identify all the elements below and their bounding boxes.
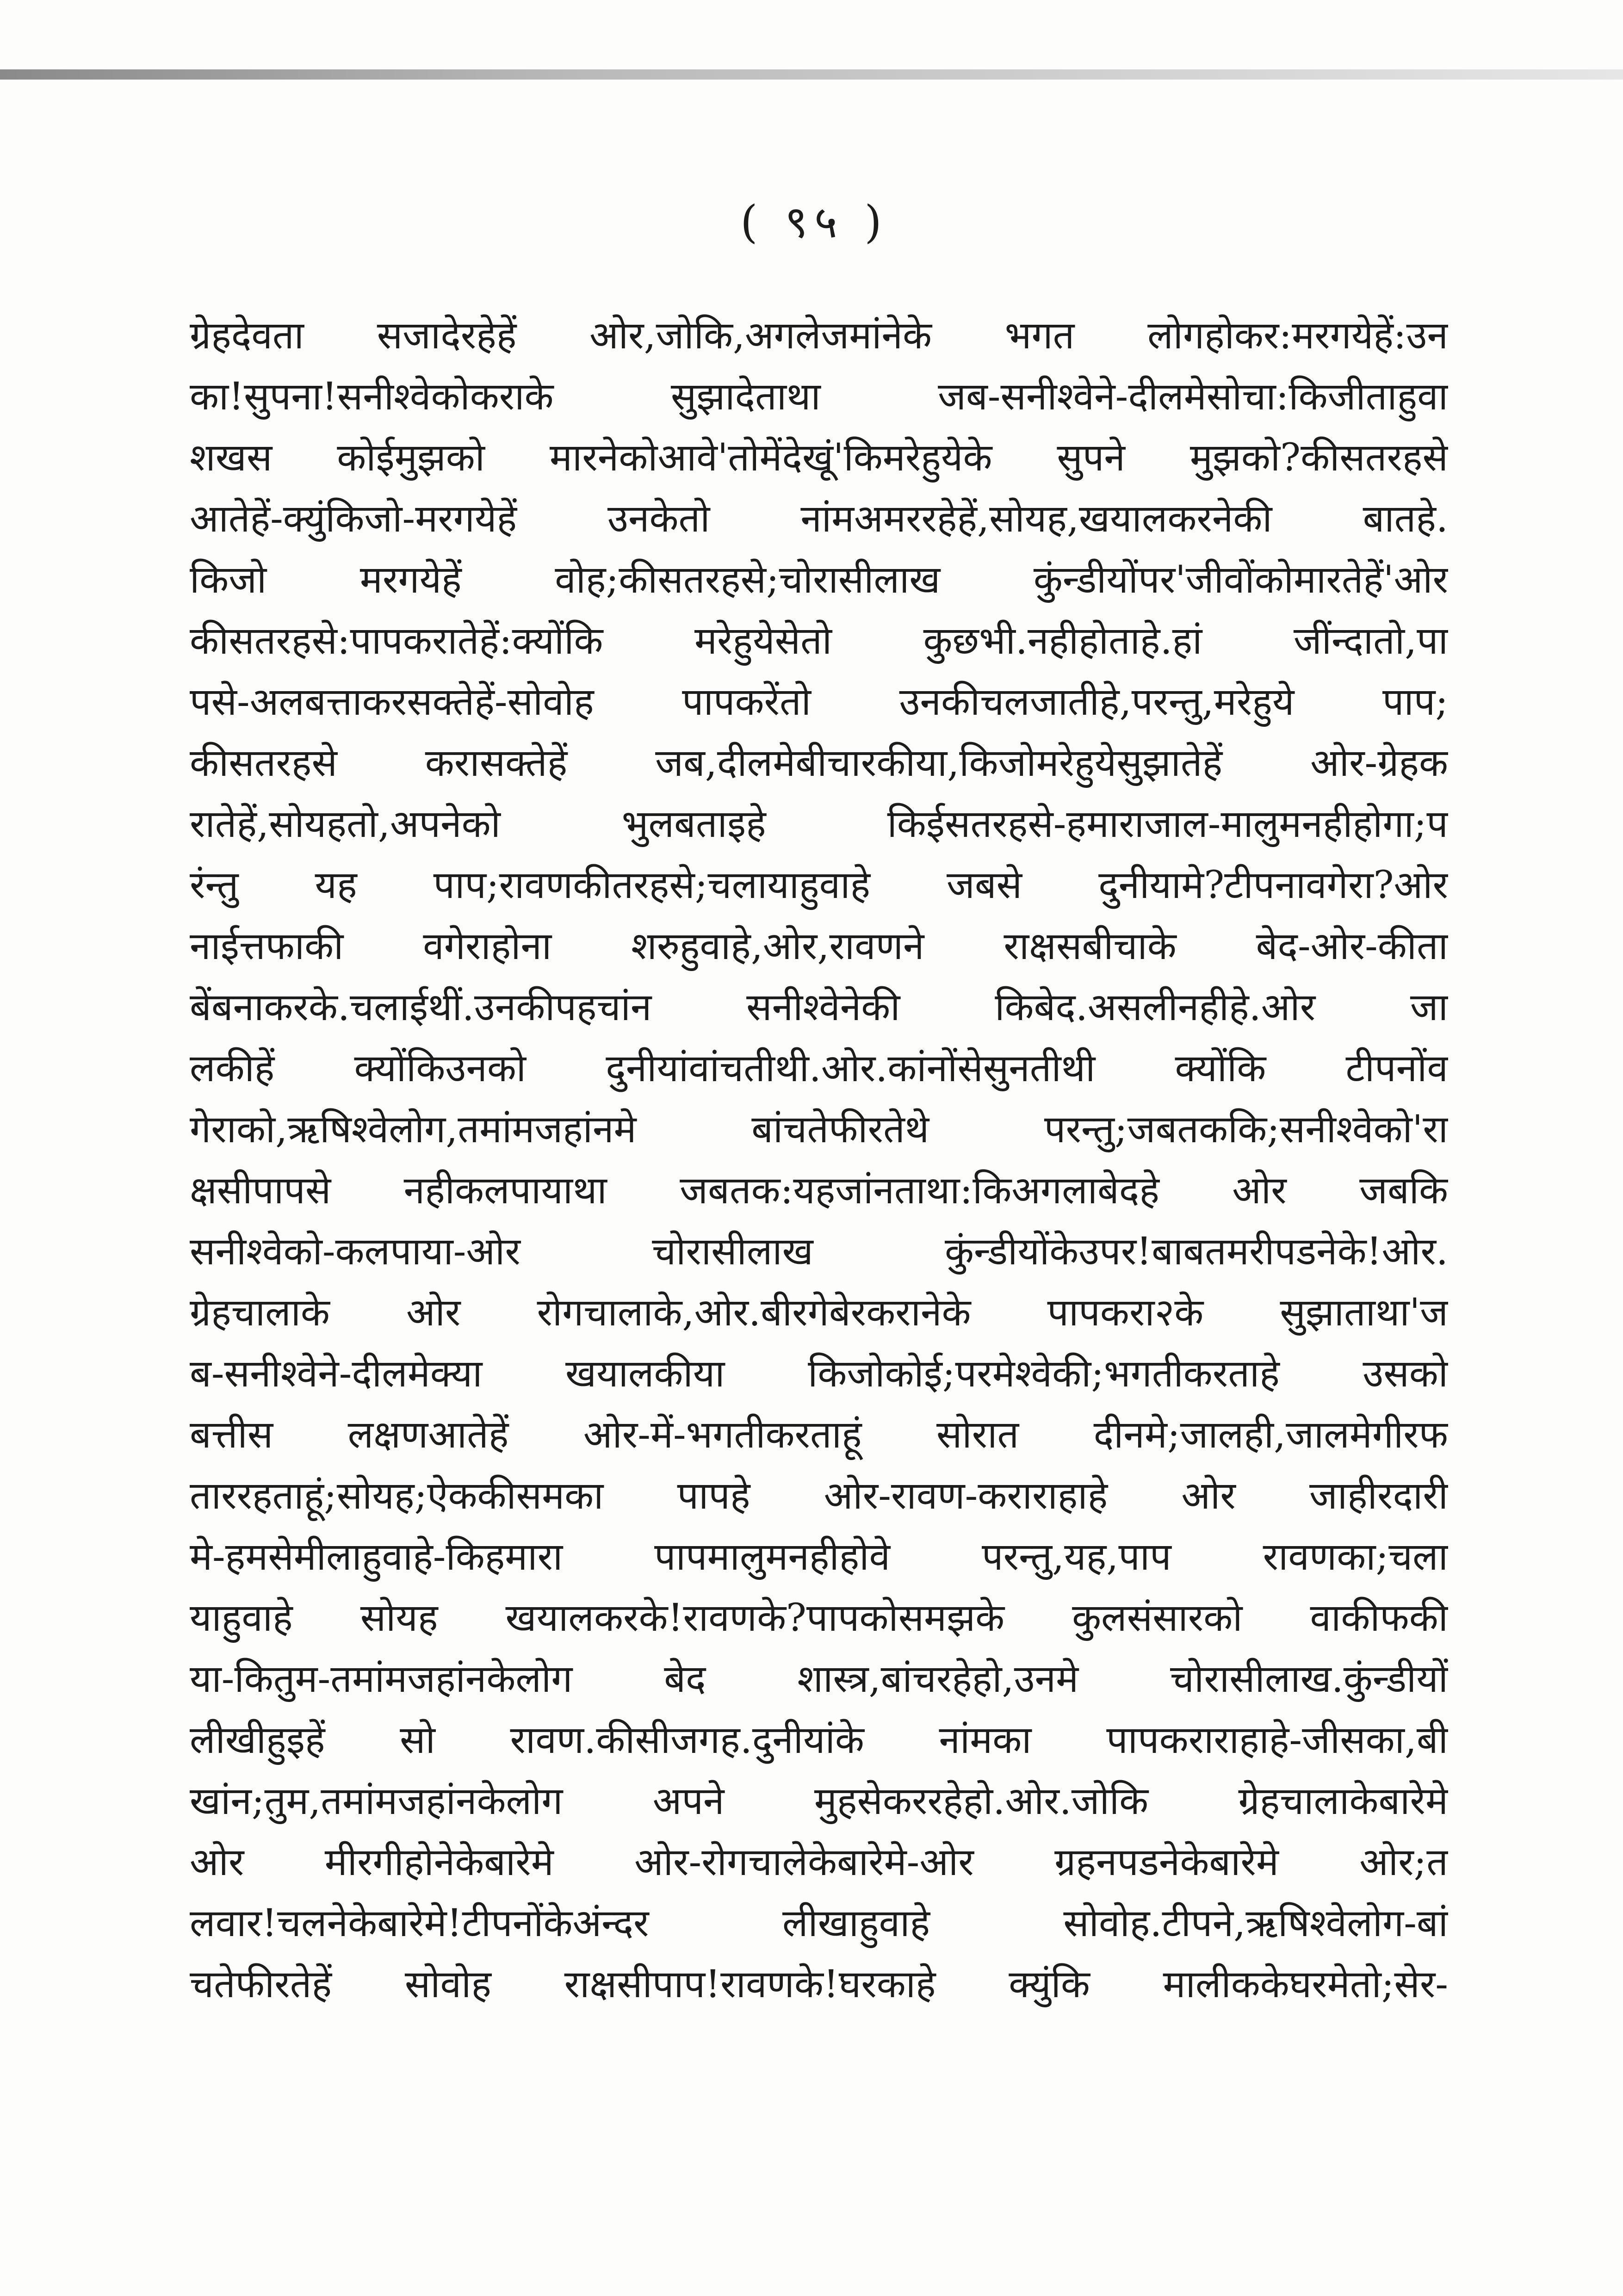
text-line: लीखीहुइहें सो रावण.कीसीजगह.दुनीयांके नांमका पापकराराहाहे-जीसका,बी [190,1718,1448,1762]
scan-edge-bar [0,69,1623,80]
text-line: ओर मीरगीहोनेकेबारेमे ओर-रोगचालेकेबारेमे-ओर ग्रहनपडनेकेबारेमे ओर;त [190,1840,1448,1884]
text-line: बत्तीस लक्षणआतेहें ओर-में-भगतीकरताहूं सोरात दीनमे;जालही,जालमेगीरफ [190,1413,1448,1457]
text-line: क्षसीपापसे नहीकलपायाथा जबतक:यहजांनताथा:किअगलाबेदहे ओर जबकि [190,1169,1448,1213]
text-line: खांन;तुम,तमांमजहांनकेलोग अपने मुहसेकररहेहो.ओर.जोकि ग्रेहचालाकेबारेमे [190,1779,1448,1823]
text-line: बेंबनाकरके.चलाईथीं.उनकीपहचांन सनीश्वेनेकी किबेद.असलीनहीहे.ओर जा [190,985,1448,1029]
text-line: शखस कोईमुझको मारनेकोआवे'तोमेंदेखूं'किमरेहुयेके सुपने मुझको?कीसतरहसे [190,436,1448,480]
text-line: ताररहताहूं;सोयह;ऐककीसमका पापहे ओर-रावण-कराराहाहे ओर जाहीरदारी [190,1474,1448,1518]
text-line: याहुवाहे सोयह खयालकरके!रावणके?पापकोसमझके कुलसंसारको वाकीफकी [190,1596,1448,1640]
text-line: पसे-अलबत्ताकरसक्तेहें-सोवोह पापकरेंतो उनकीचलजातीहे,परन्तु,मरेहुये पाप; [190,680,1448,724]
text-line: नाईत्तफाकी वगेराहोना शरुहुवाहे,ओर,रावणने राक्षसबीचाके बेद-ओर-कीता [190,924,1448,968]
text-line: आतेहें-क्युंकिजो-मरगयेहें उनकेतो नांमअमररहेहें,सोयह,खयालकरनेकी बातहे. [190,497,1448,541]
page-body-text [190,305,1448,2015]
text-line: कीसतरहसे करासक्तेहें जब,दीलमेबीचारकीया,किजोमरेहुयेसुझातेहें ओर-ग्रेहक [190,741,1448,785]
text-line: या-कितुम-तमांमजहांनकेलोग बेद शास्त्र,बांचरहेहो,उनमे चोरासीलाख.कुंन्डीयों [190,1657,1448,1701]
text-line: रातेहें,सोयहतो,अपनेको भुलबताइहे किईसतरहसे-हमाराजाल-मालुमनहीहोगा;प [190,802,1448,846]
text-line: सनीश्वेको-कलपाया-ओर चोरासीलाख कुंन्डीयोंकेउपर!बाबतमरीपडनेके!ओर. [190,1230,1448,1274]
text-line: ग्रेहदेवता सजादेरहेहें ओर,जोकि,अगलेजमांनेके भगत लोगहोकर:मरगयेहें:उन [190,314,1448,358]
text-line: चतेफीरतेहें सोवोह राक्षसीपाप!रावणके!घरकाहे क्युंकि मालीककेघरमेतो;सेर- [190,1962,1448,2006]
page-number: ( ९५ ) [740,196,888,248]
text-line: रंन्तु यह पाप;रावणकीतरहसे;चलायाहुवाहे जबसे दुनीयामे?टीपनावगेरा?ओर [190,863,1448,907]
text-line: लकीहें क्योंकिउनको दुनीयांवांचतीथी.ओर.कांनोंसेसुनतीथी क्योंकि टीपनोंव [190,1046,1448,1090]
text-line: किजो मरगयेहें वोह;कीसतरहसे;चोरासीलाख कुंन्डीयोंपर'जीवोंकोमारतेहें'ओर [190,558,1448,602]
text-line: लवार!चलनेकेबारेमे!टीपनोंकेअंन्दर लीखाहुवाहे सोवोह.टीपने,ऋषिश्वेलोग-बां [190,1901,1448,1945]
text-line: ग्रेहचालाके ओर रोगचालाके,ओर.बीरगेबेरकरानेके पापकरा२के सुझाताथा'ज [190,1291,1448,1335]
text-line: मे-हमसेमीलाहुवाहे-किहमारा पापमालुमनहीहोवे परन्तु,यह,पाप रावणका;चला [190,1535,1448,1579]
text-line: गेराको,ऋषिश्वेलोग,तमांमजहांनमे बांचतेफीरतेथे परन्तु;जबतककि;सनीश्वेको'रा [190,1108,1448,1151]
text-line: कीसतरहसे:पापकरातेहें:क्योंकि मरेहुयेसेतो कुछभी.नहीहोताहे.हां जींन्दातो,पा [190,619,1448,663]
text-line: ब-सनीश्वेने-दीलमेक्या खयालकीया किजोकोई;परमेश्वेकी;भगतीकरताहे उसको [190,1352,1448,1396]
text-line: का!सुपना!सनीश्वेकोकराके सुझादेताथा जब-सनीश्वेने-दीलमेसोचा:किजीताहुवा [190,375,1448,419]
